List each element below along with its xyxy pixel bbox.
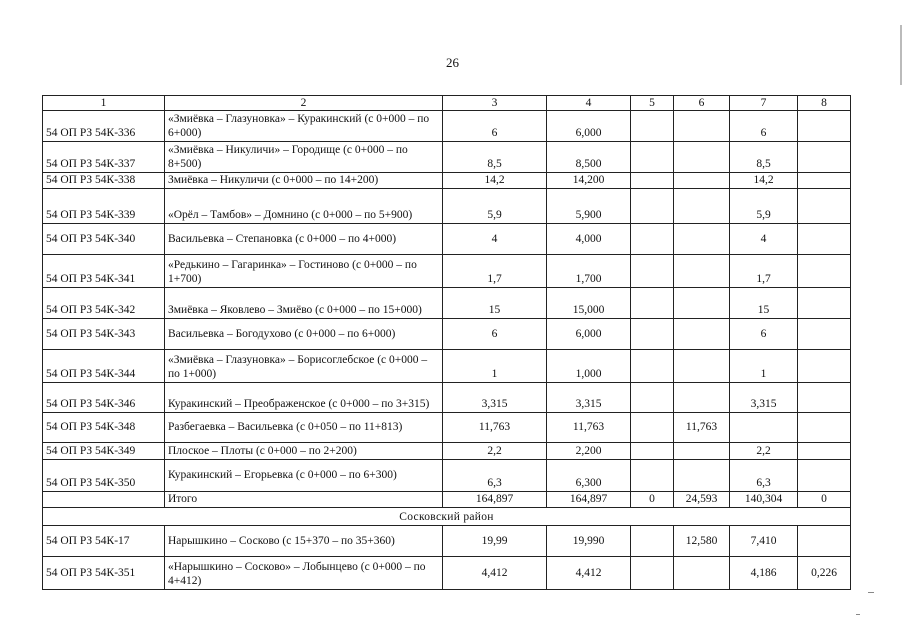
cell-col-6 bbox=[674, 224, 730, 255]
cell-col-7 bbox=[730, 413, 798, 443]
road-name: «Змиёвка – Глазуновка» – Борисоглебское (с 0+000 – по 1+000) bbox=[165, 350, 443, 383]
header-col-3: 3 bbox=[443, 96, 547, 111]
cell-col-6 bbox=[674, 319, 730, 350]
cell-col-6 bbox=[674, 255, 730, 288]
road-name: Разбегаевка – Васильевка (с 0+050 – по 11+813) bbox=[165, 413, 443, 443]
cell-col-6: 11,763 bbox=[674, 413, 730, 443]
road-register-table bbox=[42, 95, 851, 590]
road-code: 54 ОП РЗ 54К-339 bbox=[43, 189, 165, 224]
cell-col-6 bbox=[674, 189, 730, 224]
cell-col-7: 14,2 bbox=[730, 173, 798, 189]
cell-col-8 bbox=[798, 111, 851, 142]
table-row bbox=[43, 255, 851, 288]
cell-col-8 bbox=[798, 443, 851, 460]
road-name: Плоское – Плоты (с 0+000 – по 2+200) bbox=[165, 443, 443, 460]
cell-col-4: 1,000 bbox=[547, 350, 631, 383]
cell-col-7: 3,315 bbox=[730, 383, 798, 413]
cell-col-4: 4,000 bbox=[547, 224, 631, 255]
header-col-5: 5 bbox=[631, 96, 674, 111]
road-name: Змиёвка – Яковлево – Змиёво (с 0+000 – по 15+000) bbox=[165, 288, 443, 319]
road-name: Куракинский – Егорьевка (с 0+000 – по 6+300) bbox=[165, 460, 443, 492]
cell-col-8 bbox=[798, 319, 851, 350]
road-name: «Орёл – Тамбов» – Домнино (с 0+000 – по 5+900) bbox=[165, 189, 443, 224]
table-body bbox=[43, 111, 851, 590]
cell-col-6 bbox=[674, 111, 730, 142]
road-name: «Редькино – Гагаринка» – Гостиново (с 0+000 – по 1+700) bbox=[165, 255, 443, 288]
scan-edge-shadow bbox=[900, 25, 902, 85]
cell-col-4: 4,412 bbox=[547, 557, 631, 590]
cell-col-5 bbox=[631, 413, 674, 443]
road-name: Куракинский – Преображенское (с 0+000 – по 3+315) bbox=[165, 383, 443, 413]
header-row bbox=[43, 96, 851, 111]
cell-col-7: 4 bbox=[730, 224, 798, 255]
cell-col-4: 8,500 bbox=[547, 142, 631, 173]
header-col-2: 2 bbox=[165, 96, 443, 111]
table-row bbox=[43, 173, 851, 189]
cell-col-3: 15 bbox=[443, 288, 547, 319]
cell-col-5 bbox=[631, 189, 674, 224]
cell-col-4: 19,990 bbox=[547, 526, 631, 557]
road-code: 54 ОП РЗ 54К-341 bbox=[43, 255, 165, 288]
total-label: Итого bbox=[165, 492, 443, 508]
cell-col-8 bbox=[798, 189, 851, 224]
road-code: 54 ОП РЗ 54К-349 bbox=[43, 443, 165, 460]
cell-col-3: 3,315 bbox=[443, 383, 547, 413]
road-name: «Змиёвка – Глазуновка» – Куракинский (с 0+000 – по 6+000) bbox=[165, 111, 443, 142]
cell-col-7: 6 bbox=[730, 111, 798, 142]
cell-col-4: 15,000 bbox=[547, 288, 631, 319]
table-row bbox=[43, 460, 851, 492]
cell-col-7: 15 bbox=[730, 288, 798, 319]
header-col-7: 7 bbox=[730, 96, 798, 111]
total-col-7: 140,304 bbox=[730, 492, 798, 508]
cell-col-4: 2,200 bbox=[547, 443, 631, 460]
road-code: 54 ОП РЗ 54К-342 bbox=[43, 288, 165, 319]
cell-col-8 bbox=[798, 224, 851, 255]
section-title: Сосковский район bbox=[43, 508, 851, 526]
cell-col-6 bbox=[674, 460, 730, 492]
road-code: 54 ОП РЗ 54К-350 bbox=[43, 460, 165, 492]
road-code: 54 ОП РЗ 54К-340 bbox=[43, 224, 165, 255]
road-code: 54 ОП РЗ 54К-338 bbox=[43, 173, 165, 189]
cell-col-7: 6,3 bbox=[730, 460, 798, 492]
cell-col-6 bbox=[674, 142, 730, 173]
cell-col-7: 1 bbox=[730, 350, 798, 383]
road-code: 54 ОП РЗ 54К-336 bbox=[43, 111, 165, 142]
table-row bbox=[43, 189, 851, 224]
table-row bbox=[43, 526, 851, 557]
page-number: 26 bbox=[446, 55, 459, 70]
cell-col-3: 14,2 bbox=[443, 173, 547, 189]
cell-col-3: 6 bbox=[443, 319, 547, 350]
cell-col-7: 8,5 bbox=[730, 142, 798, 173]
cell-col-3: 1 bbox=[443, 350, 547, 383]
cell-col-3: 1,7 bbox=[443, 255, 547, 288]
table-row bbox=[43, 557, 851, 590]
cell-col-7: 2,2 bbox=[730, 443, 798, 460]
road-code: 54 ОП РЗ 54К-348 bbox=[43, 413, 165, 443]
cell-col-8 bbox=[798, 526, 851, 557]
cell-col-5 bbox=[631, 224, 674, 255]
total-code-cell bbox=[43, 492, 165, 508]
cell-col-4: 5,900 bbox=[547, 189, 631, 224]
table-row bbox=[43, 142, 851, 173]
cell-col-5 bbox=[631, 142, 674, 173]
road-code: 54 ОП РЗ 54К-17 bbox=[43, 526, 165, 557]
cell-col-7: 6 bbox=[730, 319, 798, 350]
cell-col-5 bbox=[631, 173, 674, 189]
cell-col-3: 5,9 bbox=[443, 189, 547, 224]
table-row bbox=[43, 443, 851, 460]
cell-col-4: 1,700 bbox=[547, 255, 631, 288]
road-name: Нарышкино – Сосково (с 15+370 – по 35+360) bbox=[165, 526, 443, 557]
road-name: «Нарышкино – Сосково» – Лобынцево (с 0+000 – по 4+412) bbox=[165, 557, 443, 590]
cell-col-6: 12,580 bbox=[674, 526, 730, 557]
road-code: 54 ОП РЗ 54К-343 bbox=[43, 319, 165, 350]
cell-col-4: 14,200 bbox=[547, 173, 631, 189]
cell-col-7: 7,410 bbox=[730, 526, 798, 557]
total-col-4: 164,897 bbox=[547, 492, 631, 508]
total-col-3: 164,897 bbox=[443, 492, 547, 508]
cell-col-8 bbox=[798, 460, 851, 492]
cell-col-5 bbox=[631, 319, 674, 350]
section-header-row bbox=[43, 508, 851, 526]
cell-col-3: 4,412 bbox=[443, 557, 547, 590]
header-col-4: 4 bbox=[547, 96, 631, 111]
road-code: 54 ОП РЗ 54К-344 bbox=[43, 350, 165, 383]
cell-col-7: 1,7 bbox=[730, 255, 798, 288]
total-col-6: 24,593 bbox=[674, 492, 730, 508]
table-header bbox=[43, 96, 851, 111]
cell-col-3: 4 bbox=[443, 224, 547, 255]
cell-col-8 bbox=[798, 383, 851, 413]
cell-col-3: 6,3 bbox=[443, 460, 547, 492]
scan-mark bbox=[856, 614, 860, 615]
cell-col-5 bbox=[631, 443, 674, 460]
table-row bbox=[43, 383, 851, 413]
cell-col-8: 0,226 bbox=[798, 557, 851, 590]
total-col-8: 0 bbox=[798, 492, 851, 508]
cell-col-5 bbox=[631, 288, 674, 319]
header-col-1: 1 bbox=[43, 96, 165, 111]
cell-col-7: 5,9 bbox=[730, 189, 798, 224]
cell-col-3: 11,763 bbox=[443, 413, 547, 443]
cell-col-4: 11,763 bbox=[547, 413, 631, 443]
table-row bbox=[43, 224, 851, 255]
total-row bbox=[43, 492, 851, 508]
header-col-6: 6 bbox=[674, 96, 730, 111]
cell-col-3: 6 bbox=[443, 111, 547, 142]
cell-col-6 bbox=[674, 350, 730, 383]
cell-col-8 bbox=[798, 255, 851, 288]
road-code: 54 ОП РЗ 54К-351 bbox=[43, 557, 165, 590]
road-name: Васильевка – Богодухово (с 0+000 – по 6+000) bbox=[165, 319, 443, 350]
cell-col-4: 6,300 bbox=[547, 460, 631, 492]
cell-col-8 bbox=[798, 173, 851, 189]
cell-col-5 bbox=[631, 383, 674, 413]
cell-col-4: 6,000 bbox=[547, 319, 631, 350]
road-code: 54 ОП РЗ 54К-337 bbox=[43, 142, 165, 173]
cell-col-6 bbox=[674, 288, 730, 319]
cell-col-5 bbox=[631, 460, 674, 492]
cell-col-3: 19,99 bbox=[443, 526, 547, 557]
cell-col-8 bbox=[798, 350, 851, 383]
table-row bbox=[43, 350, 851, 383]
table-row bbox=[43, 413, 851, 443]
scan-mark bbox=[868, 592, 874, 593]
cell-col-5 bbox=[631, 350, 674, 383]
cell-col-6 bbox=[674, 443, 730, 460]
cell-col-3: 2,2 bbox=[443, 443, 547, 460]
road-code: 54 ОП РЗ 54К-346 bbox=[43, 383, 165, 413]
cell-col-6 bbox=[674, 173, 730, 189]
cell-col-8 bbox=[798, 142, 851, 173]
road-name: Васильевка – Степановка (с 0+000 – по 4+000) bbox=[165, 224, 443, 255]
cell-col-5 bbox=[631, 557, 674, 590]
cell-col-8 bbox=[798, 288, 851, 319]
road-name: «Змиёвка – Никуличи» – Городище (с 0+000 – по 8+500) bbox=[165, 142, 443, 173]
table-row bbox=[43, 288, 851, 319]
cell-col-7: 4,186 bbox=[730, 557, 798, 590]
cell-col-6 bbox=[674, 383, 730, 413]
cell-col-4: 3,315 bbox=[547, 383, 631, 413]
cell-col-4: 6,000 bbox=[547, 111, 631, 142]
cell-col-5 bbox=[631, 255, 674, 288]
cell-col-6 bbox=[674, 557, 730, 590]
road-name: Змиёвка – Никуличи (с 0+000 – по 14+200) bbox=[165, 173, 443, 189]
cell-col-3: 8,5 bbox=[443, 142, 547, 173]
cell-col-5 bbox=[631, 526, 674, 557]
cell-col-5 bbox=[631, 111, 674, 142]
total-col-5: 0 bbox=[631, 492, 674, 508]
table-row bbox=[43, 319, 851, 350]
header-col-8: 8 bbox=[798, 96, 851, 111]
cell-col-8 bbox=[798, 413, 851, 443]
table-row bbox=[43, 111, 851, 142]
